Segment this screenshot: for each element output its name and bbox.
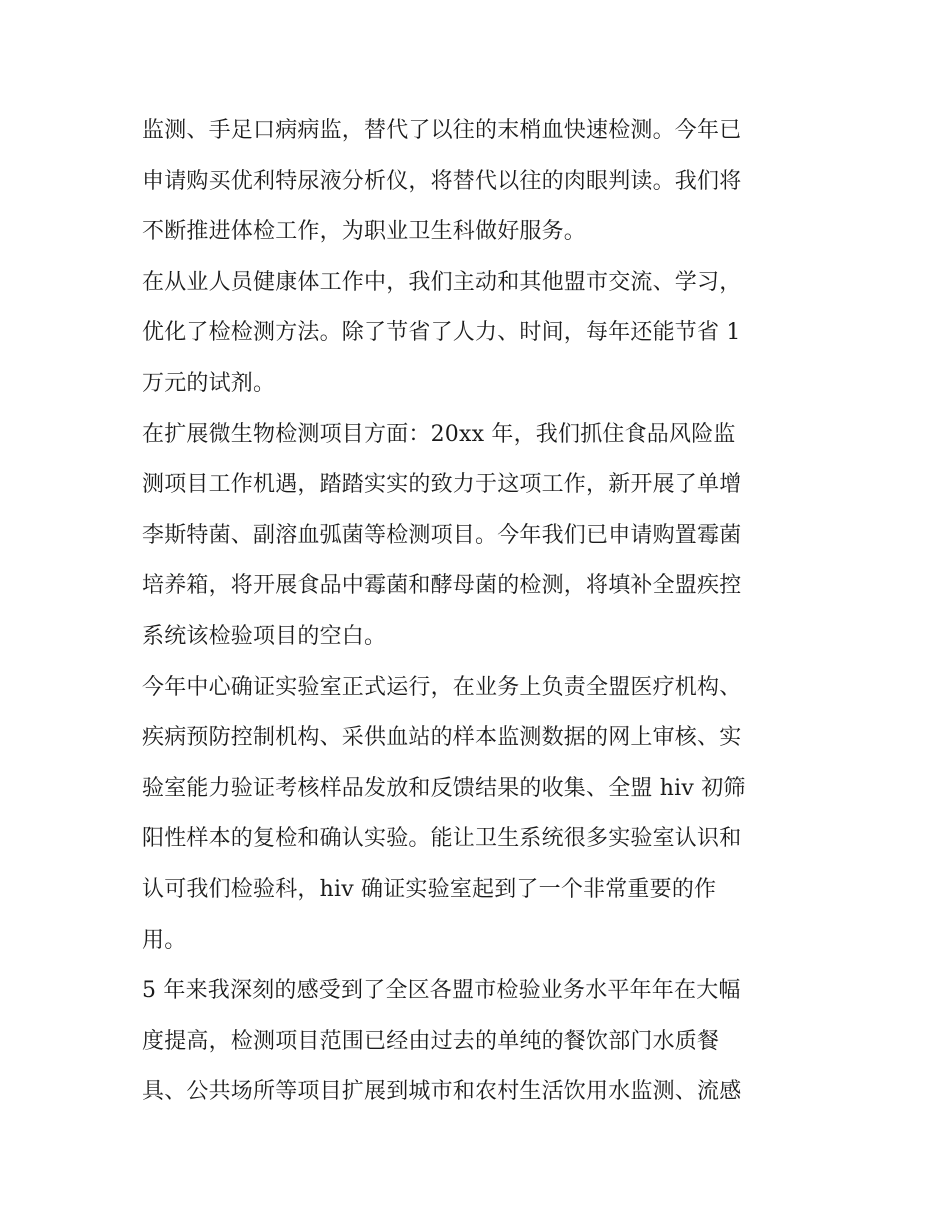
text-line: 在从业人员健康体工作中，我们主动和其他盟市交流、学习， bbox=[142, 269, 742, 295]
text-line: 用。 bbox=[142, 927, 187, 953]
paragraph-2 bbox=[142, 258, 822, 410]
paragraph-1 bbox=[142, 106, 822, 258]
text-line: 申请购买优利特尿液分析仪，将替代以往的肉眼判读。我们将 bbox=[142, 168, 742, 194]
text-line: 万元的试剂。 bbox=[142, 370, 276, 396]
text-line: 不断推进体检工作，为职业卫生科做好服务。 bbox=[142, 219, 587, 245]
text-line: 验室能力验证考核样品发放和反馈结果的收集、全盟 hiv 初筛 bbox=[142, 775, 746, 801]
text-line: 李斯特菌、副溶血弧菌等检测项目。今年我们已申请购置霉菌 bbox=[142, 522, 742, 548]
text-line: 监测、手足口病病监，替代了以往的末梢血快速检测。今年已 bbox=[142, 118, 742, 143]
text-line: 具、公共场所等项目扩展到城市和农村生活饮用水监测、流感 bbox=[142, 1079, 742, 1105]
text-line: 优化了检检测方法。除了节省了人力、时间，每年还能节省 1 bbox=[142, 320, 741, 346]
paragraph-5 bbox=[142, 966, 822, 1118]
text-line: 疾病预防控制机构、采供血站的样本监测数据的网上审核、实 bbox=[142, 725, 742, 751]
text-line: 系统该检验项目的空白。 bbox=[142, 623, 387, 649]
text-line: 5 年来我深刻的感受到了全区各盟市检验业务水平年年在大幅 bbox=[142, 978, 741, 1004]
text-line: 今年中心确证实验室正式运行，在业务上负责全盟医疗机构、 bbox=[142, 674, 742, 700]
text-line: 培养箱，将开展食品中霉菌和酵母菌的检测，将填补全盟疾控 bbox=[142, 573, 742, 599]
text-line: 阳性样本的复检和确认实验。能让卫生系统很多实验室认识和 bbox=[142, 826, 742, 852]
document-body bbox=[142, 106, 822, 1118]
text-line: 认可我们检验科，hiv 确证实验室起到了一个非常重要的作 bbox=[142, 876, 717, 902]
text-line: 在扩展微生物检测项目方面：20xx 年，我们抓住食品风险监 bbox=[142, 421, 736, 447]
paragraph-3 bbox=[142, 410, 822, 663]
text-line: 测项目工作机遇，踏踏实实的致力于这项工作，新开展了单增 bbox=[142, 472, 742, 498]
paragraph-4 bbox=[142, 663, 822, 967]
text-line: 度提高，检测项目范围已经由过去的单纯的餐饮部门水质餐 bbox=[142, 1028, 720, 1054]
